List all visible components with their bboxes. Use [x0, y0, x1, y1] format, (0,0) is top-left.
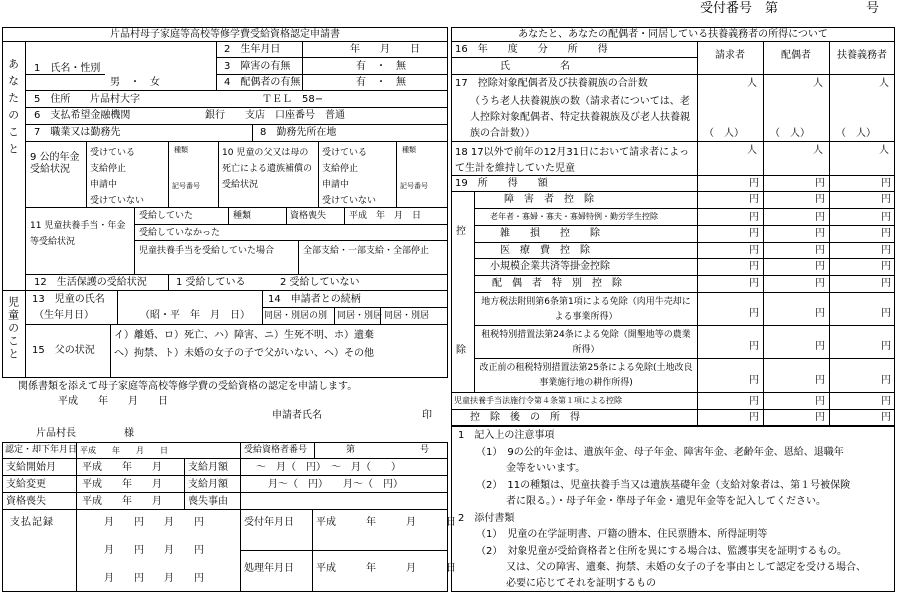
- income-cell-9-1[interactable]: 円: [815, 375, 825, 386]
- income-cell-4-1[interactable]: 円: [815, 245, 825, 256]
- survivor-kind: 種類: [402, 146, 416, 154]
- office-change-label: 支給変更: [6, 479, 46, 490]
- allowance-received[interactable]: 受給していた: [139, 211, 194, 221]
- deduction-item-7: 地方税法附則第6条第1項による免除（肉用牛売却による事業所得）: [481, 297, 691, 322]
- deduction-side-1: 控: [456, 226, 466, 237]
- income-cell-11-1[interactable]: 円: [815, 412, 825, 423]
- r18-unit-1[interactable]: 人: [747, 145, 757, 156]
- deduction-item-3: 雑 損 控 除: [500, 228, 600, 239]
- address-input[interactable]: 片品村大字: [90, 94, 140, 105]
- payment-row-2[interactable]: 月 円 月 円: [104, 545, 204, 556]
- r17-unit-1[interactable]: 人: [747, 78, 757, 89]
- applicant-name-label: 申請者氏名: [272, 410, 322, 421]
- col-dependent: 扶養義務者: [837, 50, 887, 61]
- r20-label: 児童扶養手当法施行令第４条第１項による控除: [454, 396, 622, 405]
- income-cell-7-1[interactable]: 円: [815, 308, 825, 319]
- note-1a: （1） 9の公的年金は、遺族年金、母子年金、障害年金、老齢年金、恩給、退職年: [476, 447, 844, 458]
- deduction-item-5: 小規模企業共済等掛金控除: [490, 261, 610, 272]
- deduction-item-2: 老年者・寡婦・寡夫・寡婦特例・勤労学生控除: [490, 212, 658, 221]
- spouse-options[interactable]: 有 ・ 無: [356, 77, 406, 88]
- income-title: あなたと、あなたの配偶者・同居している扶養義務者の所得について: [518, 29, 828, 40]
- r17-sub-3[interactable]: （ 人）: [836, 128, 876, 139]
- allowance-kind: 種類: [233, 211, 252, 221]
- office-cert-label: 受給資格者番号: [244, 445, 308, 455]
- income-cell-7-2[interactable]: 円: [881, 308, 891, 319]
- received-date-input[interactable]: 平成 年 月 日: [316, 517, 456, 528]
- col-requester: 請求者: [715, 50, 745, 61]
- income-cell-3-0[interactable]: 円: [749, 228, 759, 239]
- field-child-name: 13 児童の氏名: [32, 294, 105, 305]
- office-loss-date[interactable]: 平成 年 月: [82, 496, 162, 507]
- r17-label: 17 控除対象配偶者及び扶養親族の合計数: [455, 78, 648, 89]
- income-cell-9-0[interactable]: 円: [749, 375, 759, 386]
- r17-unit-2[interactable]: 人: [813, 78, 823, 89]
- office-monthly-label-2: 支給月額: [188, 479, 228, 490]
- processed-date-input[interactable]: 平成 年 月 日: [316, 563, 456, 574]
- child-birth-input[interactable]: （昭・平 年 月 日）: [140, 310, 250, 321]
- welfare-yes[interactable]: 1 受給している: [176, 277, 246, 288]
- income-cell-0-1[interactable]: 円: [815, 178, 825, 189]
- income-cell-11-0[interactable]: 円: [749, 412, 759, 423]
- income-cell-1-2[interactable]: 円: [881, 194, 891, 205]
- office-loss-label: 資格喪失: [6, 496, 46, 507]
- income-cell-8-1[interactable]: 円: [815, 341, 825, 352]
- r17-unit-3[interactable]: 人: [879, 78, 889, 89]
- income-cell-6-1[interactable]: 円: [815, 278, 825, 289]
- allowance-lost: 資格喪失: [290, 211, 327, 221]
- allowance-full-options[interactable]: 全部支給・一部支給・全部停止: [303, 246, 430, 256]
- side-label-child: 児童のこと: [6, 296, 20, 361]
- field-spouse: 4 配偶者の有無: [224, 77, 301, 88]
- pension-kind: 種類: [174, 146, 188, 154]
- form-title: 片品村母子家庭等高校等修学費受給資格認定申請書: [110, 29, 340, 40]
- processed-date-label: 処理年月日: [244, 563, 294, 574]
- field-pension: 9 公的年金受給状況: [30, 152, 80, 175]
- attach-4: 必要に応じてそれを証明するもの: [506, 578, 656, 589]
- application-date[interactable]: 平成 年 月 日: [58, 396, 168, 407]
- income-cell-3-2[interactable]: 円: [881, 228, 891, 239]
- income-cell-11-2[interactable]: 円: [881, 412, 891, 423]
- mayor-label: 片品村長: [36, 428, 76, 439]
- field-address: 5 住所: [34, 94, 71, 105]
- r16-name: 氏 名: [500, 61, 570, 72]
- income-cell-7-0[interactable]: 円: [749, 308, 759, 319]
- cohabit-label: 同居・別居の別: [264, 311, 328, 321]
- income-cell-2-1[interactable]: 円: [815, 212, 825, 223]
- deduction-item-6: 配 偶 者 特 別 控 除: [492, 278, 622, 289]
- field-relation: 14 申請者との続柄: [268, 294, 361, 305]
- r17-sub-1[interactable]: （ 人）: [704, 128, 744, 139]
- declaration-text: 関係書類を添えて母子家庭等高校等修学費の受給資格の認定を申請します。: [18, 381, 358, 392]
- payment-row-1[interactable]: 月 円 月 円: [104, 517, 204, 528]
- field-occupation: 7 職業又は勤務先: [34, 127, 121, 138]
- father-status-options-1[interactable]: イ）離婚、ロ）死亡、ハ）障害、ニ）生死不明、ホ）遺棄: [114, 330, 374, 341]
- seal-mark: 印: [422, 410, 432, 421]
- income-cell-4-2[interactable]: 円: [881, 245, 891, 256]
- r21-label: 控 除 後 の 所 得: [470, 412, 580, 423]
- office-monthly-2[interactable]: 月〜（ 円） 月〜（ 円）: [268, 479, 403, 490]
- cohabit-option-1[interactable]: 同居・別居: [337, 311, 383, 321]
- pension-options[interactable]: 受けている 支給停止 申請中 受けていない: [90, 148, 145, 206]
- mayor-sama: 様: [124, 428, 134, 439]
- income-cell-2-2[interactable]: 円: [881, 212, 891, 223]
- r18-unit-2[interactable]: 人: [813, 145, 823, 156]
- receipt-number-suffix: 号: [866, 1, 880, 16]
- income-cell-1-0[interactable]: 円: [749, 194, 759, 205]
- father-status-options-2[interactable]: へ）拘禁、ト）未婚の女子の子で父がいない、ヘ）その他: [114, 348, 374, 359]
- field-father-status: 15 父の状況: [32, 345, 95, 356]
- office-approval-label: 認定・却下年月日: [5, 445, 78, 455]
- office-start-label: 支給開始月: [6, 462, 56, 473]
- pension-cert: 記号番号: [172, 182, 200, 190]
- field-birthdate: 2 生年月日: [224, 44, 281, 55]
- income-cell-5-2[interactable]: 円: [881, 261, 891, 272]
- bank-input[interactable]: 銀行 支店 口座番号 普通: [205, 110, 345, 121]
- birthdate-input[interactable]: 年 月 日: [350, 44, 420, 55]
- deduction-item-4: 医 療 費 控 除: [500, 245, 590, 256]
- field-child-birth: （生年月日）: [34, 310, 94, 321]
- field-welfare: 12 生活保護の受給状況: [34, 277, 147, 288]
- income-cell-2-0[interactable]: 円: [749, 212, 759, 223]
- income-cell-10-2[interactable]: 円: [881, 396, 891, 407]
- income-cell-6-0[interactable]: 円: [749, 278, 759, 289]
- r16-label: 16 年 度 分 所 得: [455, 44, 608, 55]
- gender-options[interactable]: 男 ・ 女: [110, 77, 160, 88]
- notes-heading-1: 1 記入上の注意事項: [458, 430, 555, 441]
- field-survivor: 10 児童の父又は母の死亡による遺族補償の受給状況: [222, 148, 313, 190]
- survivor-options[interactable]: 受けている 支給停止 申請中 受けていない: [322, 148, 377, 206]
- income-cell-9-2[interactable]: 円: [881, 375, 891, 386]
- field-allowance: 11 児童扶養手当・年金等受給状況: [30, 221, 126, 247]
- income-cell-1-1[interactable]: 円: [815, 194, 825, 205]
- income-cell-5-0[interactable]: 円: [749, 261, 759, 272]
- disability-options[interactable]: 有 ・ 無: [356, 61, 406, 72]
- deduction-side-2: 除: [456, 345, 466, 356]
- allowance-not-received[interactable]: 受給していなかった: [139, 228, 221, 238]
- attach-2: （2） 対象児童が受給資格者と住所を異にする場合は、監護事実を証明するもの。: [476, 546, 847, 557]
- income-cell-0-0[interactable]: 円: [749, 178, 759, 189]
- income-cell-0-2[interactable]: 円: [881, 178, 891, 189]
- r19-label: 19 所 得 額: [455, 178, 548, 189]
- office-loss-reason: 喪失事由: [188, 496, 228, 507]
- receipt-number-label: 受付番号 第: [700, 1, 779, 16]
- attach-3: 又は、父の障害、遺棄、拘禁、未婚の女子の子を事由として認定を受ける場合、: [506, 562, 866, 573]
- received-date-label: 受付年月日: [244, 517, 294, 528]
- survivor-cert: 記号番号: [400, 182, 428, 190]
- field-workplace: 8 勤務先所在地: [260, 127, 337, 138]
- attach-1: （1） 児童の在学証明書、戸籍の謄本、住民票謄本、所得証明等: [476, 529, 768, 540]
- office-monthly-label-1: 支給月額: [188, 462, 228, 473]
- welfare-no[interactable]: 2 受給していない: [280, 277, 360, 288]
- field-name-gender: 1 氏名・性別: [34, 63, 101, 74]
- field-disability: 3 障害の有無: [224, 61, 291, 72]
- side-label-applicant: あなたのこと: [6, 58, 20, 160]
- col-spouse: 配偶者: [781, 50, 811, 61]
- income-cell-10-0[interactable]: 円: [749, 396, 759, 407]
- note-2a: （2） 11の種類は、児童扶養手当又は遺族基礎年金（支給対象者は、第１号被保険: [476, 480, 851, 491]
- allowance-date[interactable]: 平成 年 月 日: [349, 211, 422, 221]
- payment-record-label: 支払記録: [10, 517, 54, 528]
- note-1b: 金等をいいます。: [506, 463, 586, 474]
- income-cell-6-2[interactable]: 円: [881, 278, 891, 289]
- office-change-date[interactable]: 平成 年 月: [82, 479, 162, 490]
- office-monthly-1[interactable]: 〜 月（ 円） 〜 月（ ）: [256, 462, 401, 473]
- r17-sub: （うち老人扶養親族の数（請求者については、老人控除対象配偶者、特定扶養親族及び老人扶養親族の合計数））: [470, 96, 690, 139]
- note-2b: 者に限る。）・母子年金・準母子年金・遺児年金等を記入してください。: [506, 496, 826, 507]
- r17-sub-2[interactable]: （ 人）: [770, 128, 810, 139]
- office-cert-suffix: 号: [420, 445, 430, 455]
- cohabit-option-2[interactable]: 同居・別居: [384, 311, 430, 321]
- deduction-item-9: 改正前の租税特別措置法第25条による免除(土地改良事業施行地の耕作所得): [479, 363, 693, 388]
- income-cell-4-0[interactable]: 円: [749, 245, 759, 256]
- r18-label: 18 17以外で前年の12月31日において請求者によって生計を維持していた児童: [455, 147, 690, 174]
- income-cell-3-1[interactable]: 円: [815, 228, 825, 239]
- office-start-date[interactable]: 平成 年 月: [82, 462, 162, 473]
- deduction-item-8: 租税特別措置法第24条による免除（開墾地等の農業所得）: [481, 330, 691, 355]
- payment-row-3[interactable]: 月 円 月 円: [104, 573, 204, 584]
- deduction-item-1: 障 害 者 控 除: [504, 194, 594, 205]
- allowance-case: 児童扶養手当を受給していた場合: [139, 246, 275, 256]
- office-cert-no[interactable]: 第: [346, 445, 356, 455]
- income-cell-8-0[interactable]: 円: [749, 341, 759, 352]
- income-cell-8-2[interactable]: 円: [881, 341, 891, 352]
- office-approval-date[interactable]: 平成 年 月 日: [80, 446, 168, 455]
- income-cell-5-1[interactable]: 円: [815, 261, 825, 272]
- income-cell-10-1[interactable]: 円: [815, 396, 825, 407]
- notes-heading-2: 2 添付書類: [458, 513, 515, 524]
- r18-unit-3[interactable]: 人: [879, 145, 889, 156]
- phone-input[interactable]: ＴＥＬ 58−: [262, 94, 324, 105]
- field-bank: 6 支払希望金融機関: [34, 110, 131, 121]
